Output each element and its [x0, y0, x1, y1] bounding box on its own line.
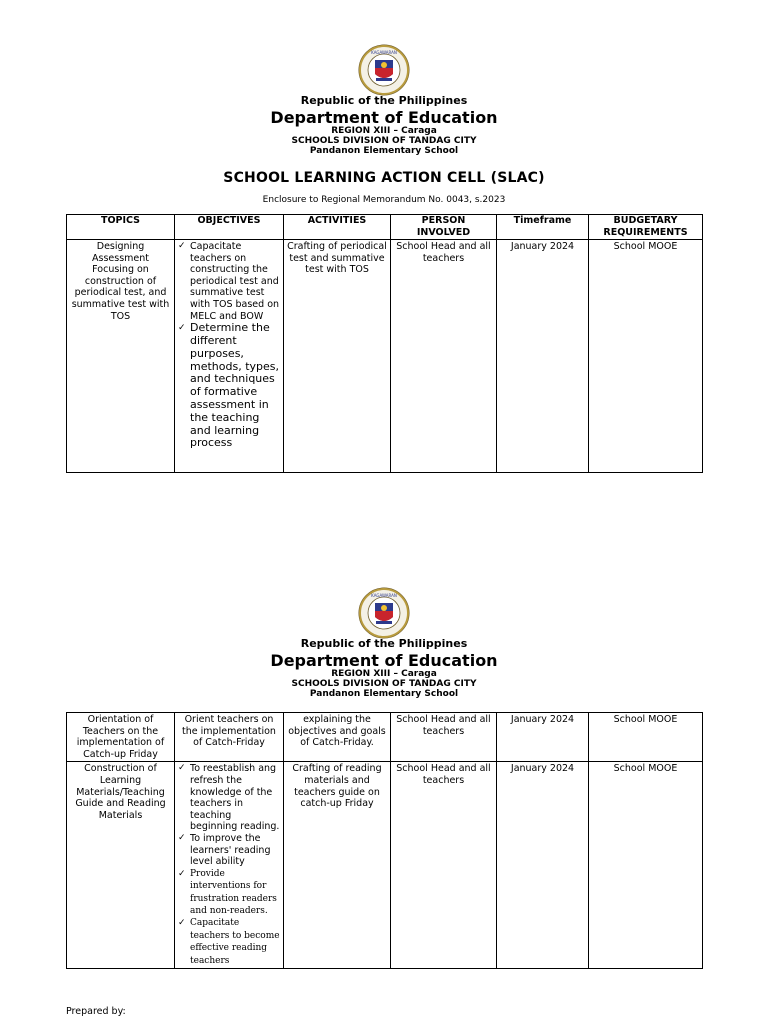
objective-item: ✓ To reestablish ang refresh the knowledge of the teachers in teaching beginning reading. — [190, 763, 280, 833]
topic-cell: Orientation of Teachers on the implementation of Catch-up Friday — [67, 713, 175, 762]
objective-item: ✓ Capacitate teachers on constructing the periodical test and summative test with TOS based on MELC and BOW — [190, 241, 280, 322]
header-objectives: OBJECTIVES — [175, 215, 284, 240]
person-cell: School Head and all teachers — [391, 713, 497, 762]
activity-cell: explaining the objectives and goals of Catch-Friday. — [284, 713, 391, 762]
school-label: Pandanon Elementary School — [309, 146, 459, 156]
topic-cell: Designing Assessment Focusing on construction of periodical test, and summative test with TOS — [67, 240, 175, 473]
republic-heading: Republic of the Philippines — [300, 94, 468, 107]
republic-heading: Republic of the Philippines — [300, 637, 468, 650]
person-cell: School Head and all teachers — [391, 762, 497, 969]
region-label: REGION XIII – Caraga — [331, 126, 437, 136]
svg-text:KAGAWARAN: KAGAWARAN — [371, 50, 397, 55]
header-budgetary-requirements: BUDGETARY REQUIREMENTS — [589, 215, 703, 240]
slac-plan-table-continued — [66, 712, 703, 969]
svg-text:KAGAWARAN: KAGAWARAN — [371, 593, 397, 598]
prepared-by-label: Prepared by: — [66, 1006, 126, 1017]
header-timeframe: Timeframe — [497, 215, 589, 240]
person-cell: School Head and all teachers — [391, 240, 497, 473]
activity-cell: Crafting of periodical test and summative test with TOS — [284, 240, 391, 473]
timeframe-cell: January 2024 — [497, 240, 589, 473]
enclosure-note: Enclosure to Regional Memorandum No. 0043, s.2023 — [262, 195, 506, 205]
table-row — [67, 762, 703, 969]
deped-seal-logo — [358, 44, 410, 96]
timeframe-cell: January 2024 — [497, 762, 589, 969]
timeframe-cell: January 2024 — [497, 713, 589, 762]
slac-plan-table — [66, 214, 703, 473]
header-activities: ACTIVITIES — [284, 215, 391, 240]
header-person-involved: PERSON INVOLVED — [391, 215, 497, 240]
region-label: REGION XIII – Caraga — [331, 669, 437, 679]
table-header-row — [67, 215, 703, 240]
table-row — [67, 713, 703, 762]
division-label: SCHOOLS DIVISION OF TANDAG CITY — [291, 679, 477, 689]
header-topics: TOPICS — [67, 215, 175, 240]
division-label: SCHOOLS DIVISION OF TANDAG CITY — [291, 136, 477, 146]
department-heading: Department of Education — [270, 108, 498, 127]
objective-item: ✓ Determine the different purposes, methods, types, and techniques of formative assessment in the teaching and learning process — [190, 322, 280, 450]
school-label: Pandanon Elementary School — [309, 689, 459, 699]
objectives-cell — [175, 762, 284, 969]
deped-seal-logo — [358, 587, 410, 639]
objective-item: ✓ Capacitate teachers to become effective reading teachers — [190, 917, 280, 967]
objectives-cell: Orient teachers on the implementation of Catch-Friday — [175, 713, 284, 762]
budget-cell: School MOOE — [589, 762, 703, 969]
budget-cell: School MOOE — [589, 240, 703, 473]
activity-cell: Crafting of reading materials and teachers guide on catch-up Friday — [284, 762, 391, 969]
document-title: SCHOOL LEARNING ACTION CELL (SLAC) — [223, 170, 545, 186]
budget-cell: School MOOE — [589, 713, 703, 762]
department-heading: Department of Education — [270, 651, 498, 670]
objective-item: ✓ Provide interventions for frustration readers and non-readers. — [190, 868, 280, 918]
objectives-cell — [175, 240, 284, 473]
table-row — [67, 240, 703, 473]
topic-cell: Construction of Learning Materials/Teaching Guide and Reading Materials — [67, 762, 175, 969]
objective-item: ✓ To improve the learners' reading level ability — [190, 833, 280, 868]
